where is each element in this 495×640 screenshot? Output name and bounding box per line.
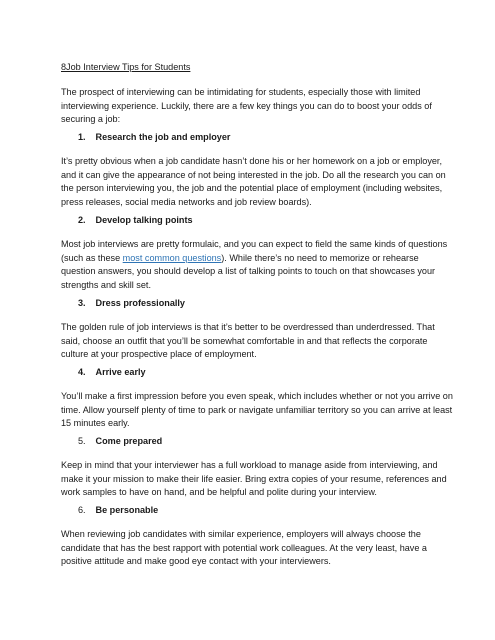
most-common-questions-link[interactable]: most common questions — [122, 252, 222, 263]
section-body-dress: The golden rule of job interviews is that it’s better to be overdressed than underdressed. That said, choose an outfit that you’ll be somewhat comfortable in and that reflects the corporate culture at your prospective place of employment. — [61, 322, 435, 360]
section-body-talking-points — [61, 238, 453, 292]
body-text-after-link: ). While there’s no need to memorize or rehearse question answers, you should develop a list of talking points to touch on that showcases your strengths and skill set. — [61, 252, 436, 290]
section-body-research: It’s pretty obvious when a job candidate hasn’t done his or her homework on a job or employer, and it can give the appearance of not being interested in the job. Do all the research you can on the person interviewing you, the job and the potential place of employment (including websites, press releases, social media networks and job review boards). — [61, 156, 446, 207]
section-title: Come prepared — [95, 436, 163, 446]
section-title: Research the job and employer — [95, 132, 231, 142]
section-number: 6. — [78, 505, 86, 515]
section-heading-arrive — [78, 366, 146, 380]
section-number: 5. — [78, 436, 86, 446]
section-body-arrive: You’ll make a first impression before you even speak, which includes whether or not you arrive on time. Allow yourself plenty of time to park or navigate unfamiliar territory so you can arrive at least 15 minutes early. — [61, 391, 453, 429]
intro-paragraph: The prospect of interviewing can be intimidating for students, especially those with limited interviewing experience. Luckily, there are a few key things you can do to boost your odds of securing a job: — [61, 87, 432, 125]
section-heading-personable — [78, 504, 158, 518]
section-title: Develop talking points — [95, 215, 193, 225]
section-title: Arrive early — [95, 367, 146, 377]
section-title: Dress professionally — [95, 298, 185, 308]
section-heading-prepared — [78, 435, 162, 449]
section-heading-talking-points — [78, 214, 193, 228]
section-heading-dress — [78, 297, 185, 311]
section-body-prepared: Keep in mind that your interviewer has a full workload to manage aside from interviewing, and make it your mission to make their life easier. Bring extra copies of your resume, references and work samples to have on hand, and be helpful and polite during your interview. — [61, 460, 447, 498]
section-title: Be personable — [95, 505, 159, 515]
section-number: 4. — [78, 367, 86, 377]
section-number: 1. — [78, 132, 86, 142]
section-body-personable: When reviewing job candidates with similar experience, employers will always choose the candidate that has the best rapport with potential work colleagues. At the very least, have a positive attitude and make good eye contact with your interviewers. — [61, 529, 427, 567]
body-text-before-link: Most job interviews are pretty formulaic, and you can expect to field the same kinds of questions (such as these — [61, 239, 448, 263]
section-number: 2. — [78, 215, 86, 225]
document-title: 8Job Interview Tips for Students — [61, 62, 191, 72]
section-heading-research — [78, 131, 230, 145]
section-number: 3. — [78, 298, 86, 308]
